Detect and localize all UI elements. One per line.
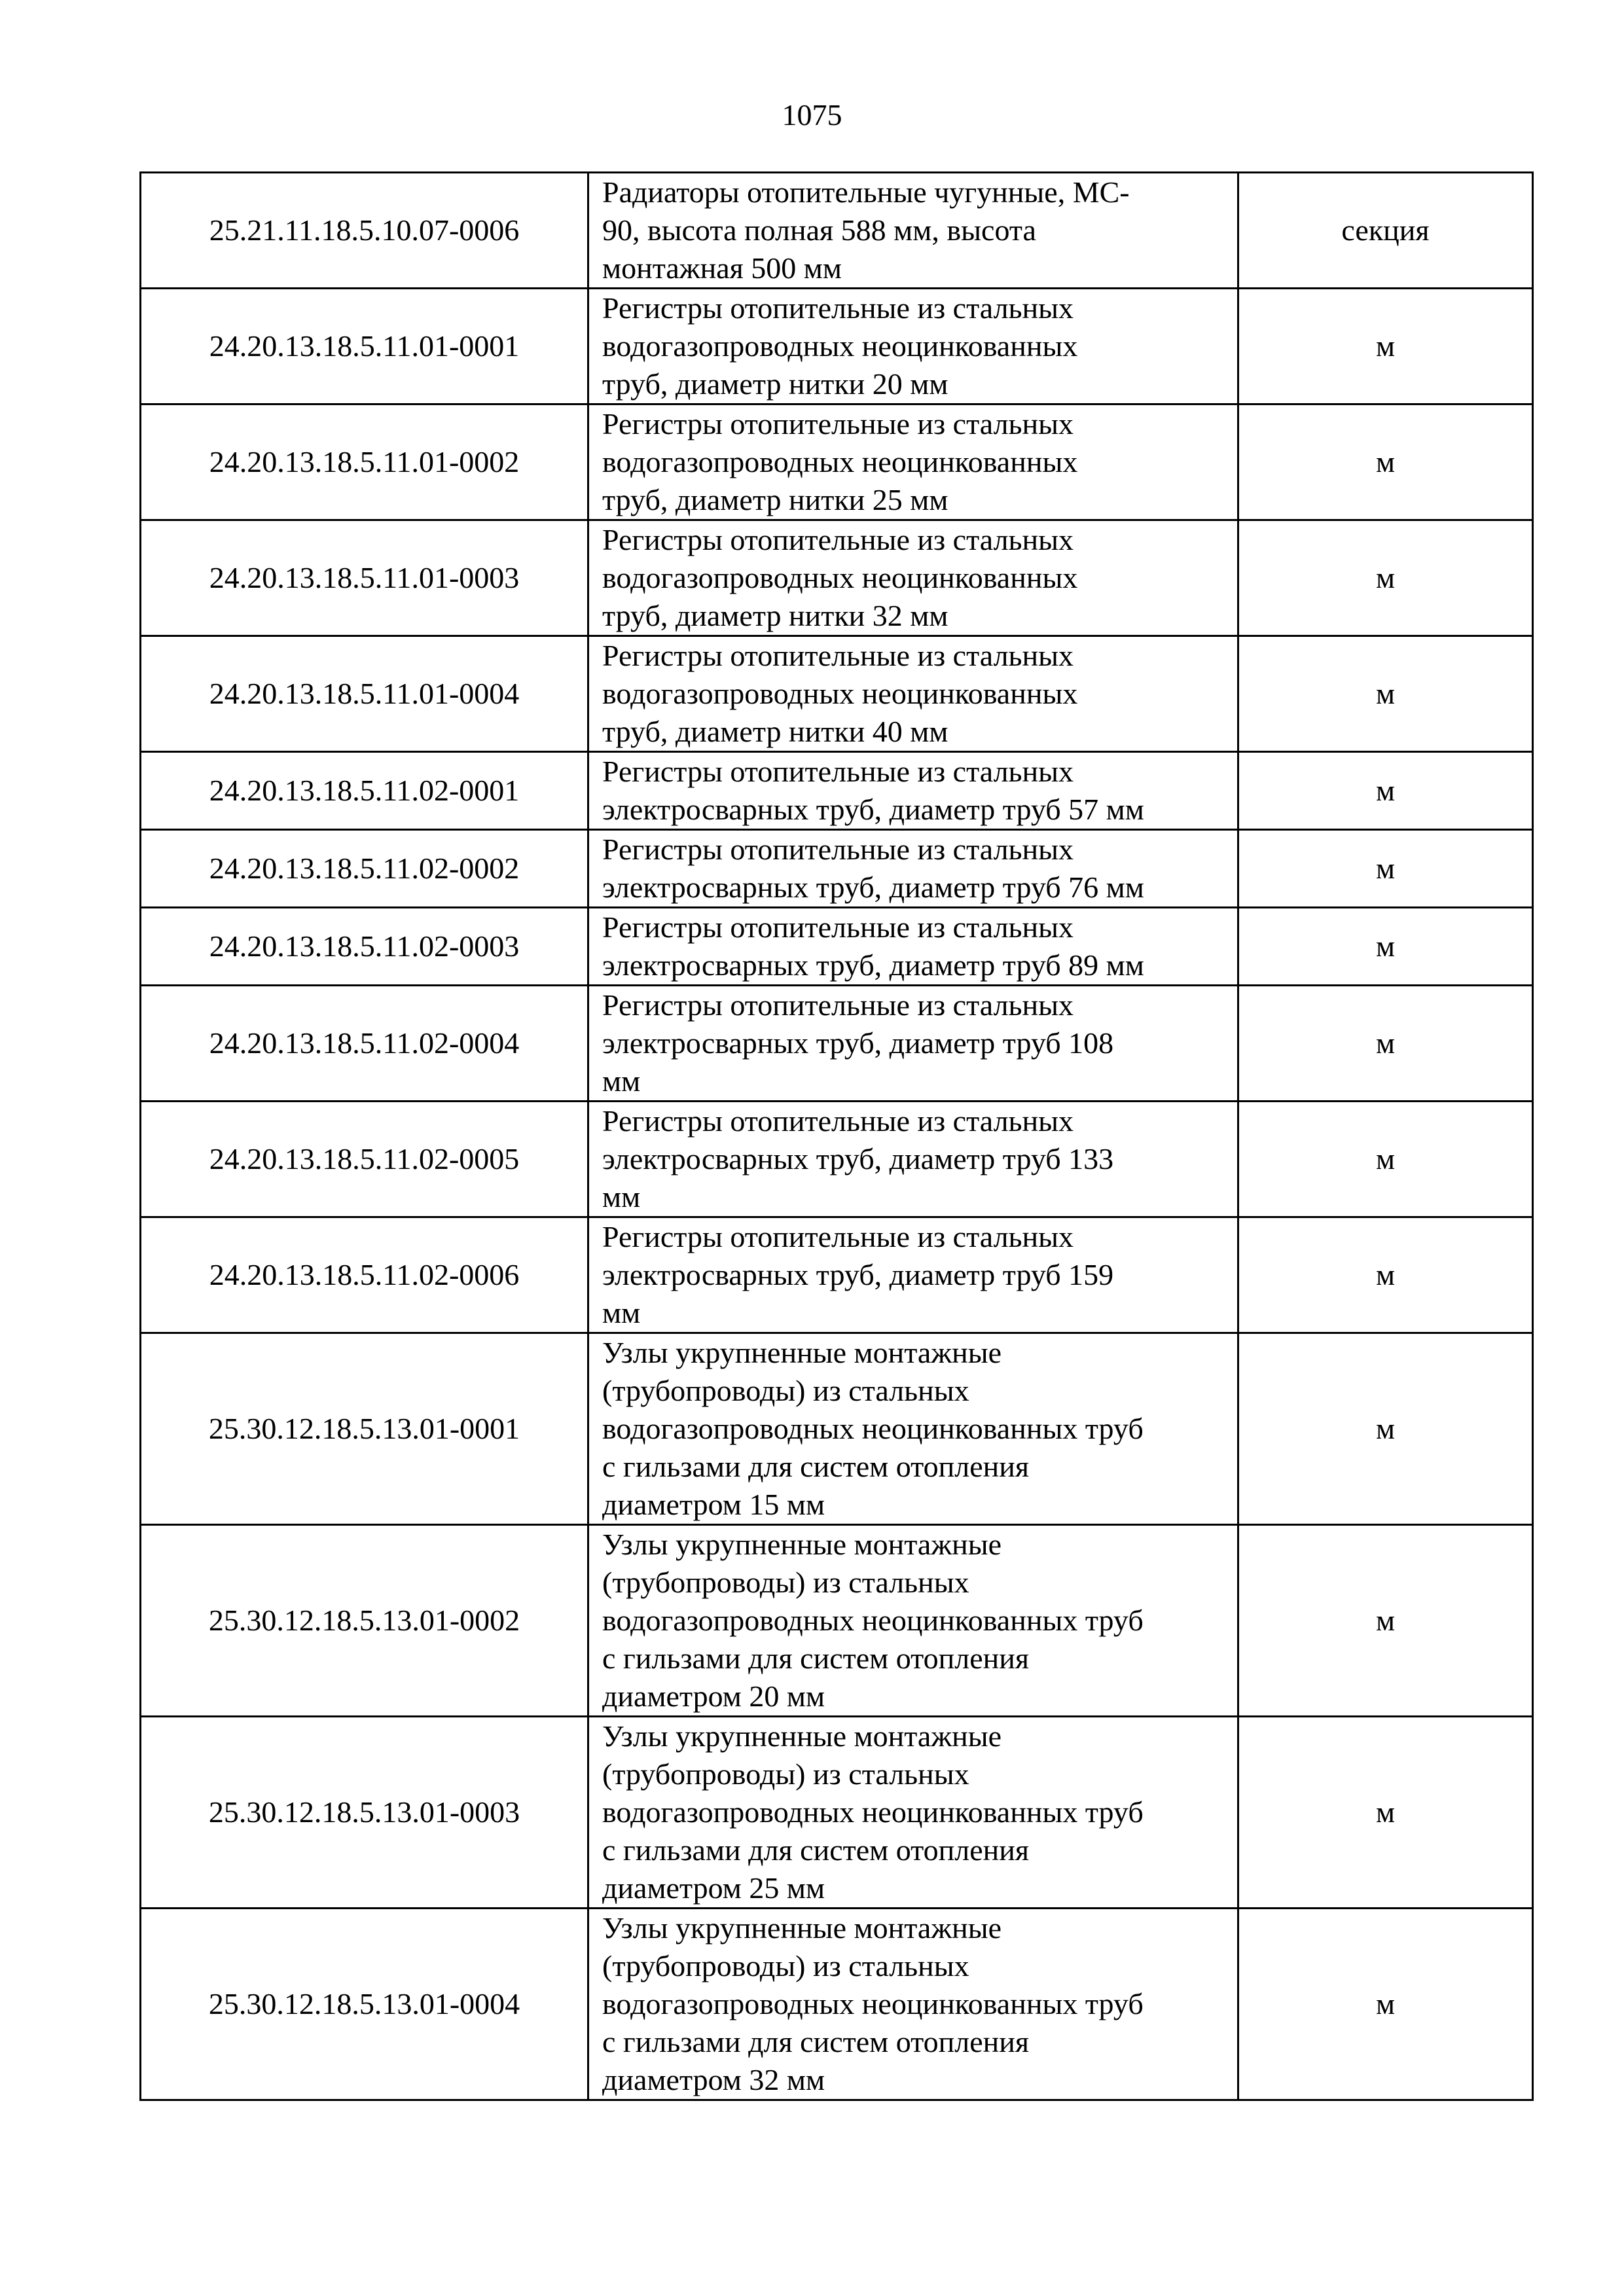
resource-code-cell: 25.30.12.18.5.13.01-0001 [141, 1333, 588, 1525]
resource-name-line: (трубопроводы) из стальных [602, 1949, 969, 1982]
resource-code-cell: 24.20.13.18.5.11.01-0003 [141, 520, 588, 636]
resource-name-line: электросварных труб, диаметр труб 57 мм [602, 793, 1144, 826]
resource-name-line: диаметром 32 мм [602, 2063, 825, 2096]
resource-name-line: водогазопроводных неоцинкованных труб [602, 1987, 1144, 2020]
table-row [141, 1333, 1533, 1525]
resource-name-cell [588, 1525, 1238, 1717]
resource-code-cell: 25.21.11.18.5.10.07-0006 [141, 173, 588, 289]
unit-cell: м [1238, 1102, 1533, 1217]
resource-name-line: с гильзами для систем отопления [602, 1641, 1030, 1675]
resource-code-cell: 24.20.13.18.5.11.02-0002 [141, 830, 588, 908]
resource-name-line: водогазопроводных неоцинкованных [602, 561, 1078, 594]
resource-name-line: Узлы укрупненные монтажные [602, 1911, 1002, 1945]
resource-name-line: (трубопроводы) из стальных [602, 1566, 969, 1599]
resource-name-cell [588, 289, 1238, 404]
resource-name-line: Регистры отопительные из стальных [602, 1220, 1074, 1253]
resource-name-line: водогазопроводных неоцинкованных труб [602, 1795, 1144, 1829]
resource-name-line: (трубопроводы) из стальных [602, 1374, 969, 1407]
resource-name-line: водогазопроводных неоцинкованных [602, 445, 1078, 478]
resource-name-line: труб, диаметр нитки 40 мм [602, 715, 948, 748]
resource-name-line: Регистры отопительные из стальных [602, 910, 1074, 944]
resource-name-line: диаметром 15 мм [602, 1488, 825, 1521]
resource-name-line: электросварных труб, диаметр труб 108 [602, 1026, 1114, 1060]
resource-code-cell: 24.20.13.18.5.11.02-0001 [141, 752, 588, 830]
resource-name-line: Регистры отопительные из стальных [602, 1104, 1074, 1138]
resource-name-cell [588, 1333, 1238, 1525]
resource-name-line: электросварных труб, диаметр труб 133 [602, 1142, 1114, 1175]
resource-name-line: водогазопроводных неоцинкованных труб [602, 1412, 1144, 1445]
unit-cell: м [1238, 636, 1533, 752]
page-number: 1075 [782, 98, 842, 132]
table-row [141, 636, 1533, 752]
resource-name-line: Регистры отопительные из стальных [602, 291, 1074, 325]
resource-name-cell [588, 404, 1238, 520]
resource-name-line: Узлы укрупненные монтажные [602, 1719, 1002, 1753]
resource-name-line: труб, диаметр нитки 20 мм [602, 367, 948, 401]
table-row [141, 830, 1533, 908]
unit-cell: м [1238, 1217, 1533, 1333]
resource-code-cell: 25.30.12.18.5.13.01-0002 [141, 1525, 588, 1717]
resource-code-cell: 25.30.12.18.5.13.01-0004 [141, 1909, 588, 2100]
unit-cell: м [1238, 1525, 1533, 1717]
resource-name-cell [588, 636, 1238, 752]
resource-name-line: монтажная 500 мм [602, 251, 842, 285]
resource-name-line: мм [602, 1064, 641, 1098]
table-row [141, 1717, 1533, 1909]
table-body [141, 173, 1533, 2100]
resource-name-line: с гильзами для систем отопления [602, 1833, 1030, 1867]
unit-cell: м [1238, 1909, 1533, 2100]
resource-name-cell [588, 1217, 1238, 1333]
resource-name-line: мм [602, 1296, 641, 1329]
table-row [141, 908, 1533, 986]
resource-name-line: электросварных труб, диаметр труб 159 [602, 1258, 1114, 1291]
resource-name-line: 90, высота полная 588 мм, высота [602, 213, 1036, 247]
resource-code-cell: 24.20.13.18.5.11.02-0006 [141, 1217, 588, 1333]
resource-code-cell: 24.20.13.18.5.11.02-0005 [141, 1102, 588, 1217]
resource-name-line: Регистры отопительные из стальных [602, 639, 1074, 672]
resource-name-line: Регистры отопительные из стальных [602, 833, 1074, 866]
resource-name-line: Радиаторы отопительные чугунные, МС- [602, 175, 1130, 209]
unit-cell: м [1238, 289, 1533, 404]
table-row [141, 1102, 1533, 1217]
table-row [141, 1525, 1533, 1717]
unit-cell: м [1238, 1333, 1533, 1525]
unit-cell: секция [1238, 173, 1533, 289]
resource-name-line: Регистры отопительные из стальных [602, 523, 1074, 556]
resource-name-line: (трубопроводы) из стальных [602, 1757, 969, 1791]
table-row [141, 404, 1533, 520]
table-row [141, 173, 1533, 289]
resource-code-cell: 24.20.13.18.5.11.02-0003 [141, 908, 588, 986]
resource-name-line: водогазопроводных неоцинкованных труб [602, 1604, 1144, 1637]
table-row [141, 289, 1533, 404]
resource-name-line: водогазопроводных неоцинкованных [602, 677, 1078, 710]
resource-code-cell: 24.20.13.18.5.11.01-0001 [141, 289, 588, 404]
resource-name-line: Регистры отопительные из стальных [602, 407, 1074, 440]
resource-name-line: диаметром 25 мм [602, 1871, 825, 1905]
unit-cell: м [1238, 520, 1533, 636]
unit-cell: м [1238, 404, 1533, 520]
unit-cell: м [1238, 908, 1533, 986]
resource-name-cell [588, 520, 1238, 636]
resource-name-cell [588, 908, 1238, 986]
table-row [141, 986, 1533, 1102]
resource-name-line: диаметром 20 мм [602, 1679, 825, 1713]
resource-code-cell: 24.20.13.18.5.11.01-0002 [141, 404, 588, 520]
resource-name-line: труб, диаметр нитки 32 мм [602, 599, 948, 632]
resource-code-cell: 24.20.13.18.5.11.01-0004 [141, 636, 588, 752]
resource-name-line: мм [602, 1180, 641, 1213]
table-row [141, 520, 1533, 636]
unit-cell: м [1238, 986, 1533, 1102]
resource-name-cell [588, 1909, 1238, 2100]
unit-cell: м [1238, 830, 1533, 908]
resource-name-cell [588, 830, 1238, 908]
resource-name-line: с гильзами для систем отопления [602, 1450, 1030, 1483]
resource-code-cell: 24.20.13.18.5.11.02-0004 [141, 986, 588, 1102]
resource-name-line: с гильзами для систем отопления [602, 2025, 1030, 2058]
resource-name-cell [588, 1717, 1238, 1909]
resource-name-line: труб, диаметр нитки 25 мм [602, 483, 948, 516]
price-table [139, 171, 1534, 2101]
unit-cell: м [1238, 1717, 1533, 1909]
resource-name-cell [588, 752, 1238, 830]
resource-name-line: электросварных труб, диаметр труб 76 мм [602, 870, 1144, 904]
resource-name-cell [588, 986, 1238, 1102]
resource-name-line: электросварных труб, диаметр труб 89 мм [602, 948, 1144, 982]
resource-name-line: Регистры отопительные из стальных [602, 988, 1074, 1022]
table-row [141, 752, 1533, 830]
resource-name-cell [588, 173, 1238, 289]
resource-name-line: Узлы укрупненные монтажные [602, 1336, 1002, 1369]
table-row [141, 1909, 1533, 2100]
resource-name-line: водогазопроводных неоцинкованных [602, 329, 1078, 363]
unit-cell: м [1238, 752, 1533, 830]
resource-name-line: Регистры отопительные из стальных [602, 755, 1074, 788]
resource-code-cell: 25.30.12.18.5.13.01-0003 [141, 1717, 588, 1909]
table-row [141, 1217, 1533, 1333]
resource-name-line: Узлы укрупненные монтажные [602, 1528, 1002, 1561]
resource-name-cell [588, 1102, 1238, 1217]
